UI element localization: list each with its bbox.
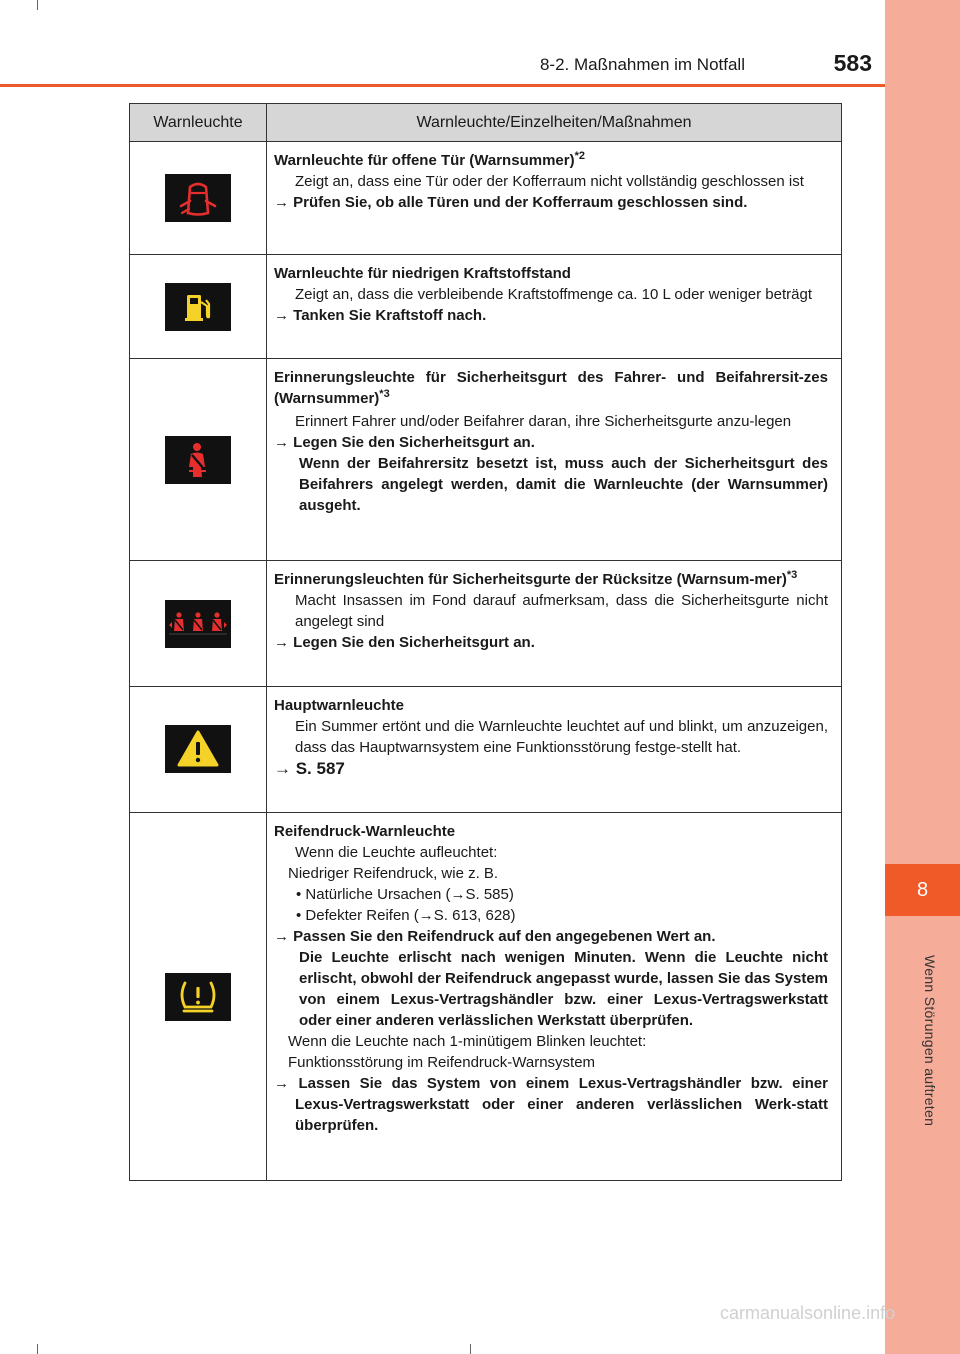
table-row: [130, 255, 842, 359]
table-header-row: [130, 104, 842, 142]
crop-mark: [470, 1344, 471, 1354]
watermark: carmanualsonline.info: [720, 1303, 896, 1323]
chapter-side-tab: [885, 0, 960, 1354]
row-title: Warnleuchte für offene Tür (Warnsummer)$^{*2}$: [274, 150, 585, 169]
column-header-details: Warnleuchte/Einzelheiten/Maßnahmen: [267, 104, 842, 142]
row-action-detail: Wenn der Beifahrersitz besetzt ist, muss auch der Sicherheitsgurt des Beifahrers angelegt werden, damit die Warnleuchte (der Warnsummer) ausgeht.: [299, 455, 828, 514]
row-action: → Passen Sie den Reifendruck auf den angegebenen Wert an.: [274, 928, 716, 945]
chapter-number: 8: [885, 864, 960, 916]
footnote-ref: *3: [379, 388, 390, 400]
row-description: Ein Summer ertönt und die Warnleuchte leuchtet auf und blinkt, um anzuzeigen, dass das Hauptwarnsystem eine Funktionsstörung festge-stellt hat.: [295, 718, 828, 756]
row-action: → Lassen Sie das System von einem Lexus-Vertragshändler bzw. einer Lexus-Vertragswerkstatt oder einer anderen verlässlichen Werk-statt überprüfen.: [274, 1075, 828, 1134]
row-title: Warnleuchte für niedrigen Kraftstoffstand: [274, 265, 571, 282]
row-description: Wenn die Leuchte aufleuchtet:: [295, 844, 498, 861]
crop-mark: [37, 1344, 38, 1354]
row-title: Erinnerungsleuchten für Sicherheitsgurte der Rücksitze (Warnsum-mer)$^{*3}$: [274, 569, 798, 588]
row-description: Erinnert Fahrer und/oder Beifahrer daran, ihre Sicherheitsgurte anzu-legen: [295, 413, 792, 430]
crop-mark: [37, 0, 38, 10]
table-row: [130, 561, 842, 687]
open-door-warning-icon: [165, 174, 231, 222]
row-description-line: Funktionsstörung im Reifendruck-Warnsystem: [288, 1054, 596, 1071]
page-number: 583: [833, 50, 872, 76]
chapter-title: Wenn Störungen auftreten: [922, 955, 938, 1127]
column-header-light: Warnleuchte: [130, 104, 267, 142]
row-action-detail: Die Leuchte erlischt nach wenigen Minuten. Wenn die Leuchte nicht erlischt, obwohl der Reifendruck angepasst wurde, lassen Sie das System von einem Lexus-Vertragshändler bzw. einer Lexus-Vertragswerkstatt oder einer anderen verlässlichen Werkstatt überprüfen.: [299, 949, 828, 1029]
section-title: 8-2. Maßnahmen im Notfall: [539, 55, 745, 74]
row-description-line: Niedriger Reifendruck, wie z. B.: [288, 865, 499, 882]
list-item: • Defekter Reifen (→S. 613, 628): [296, 907, 516, 924]
row-title: Erinnerungsleuchte für Sicherheitsgurt des Fahrer- und Beifahrersit-zes (Warnsummer)$^{*3}$: [274, 369, 828, 407]
table-row: [130, 813, 842, 1181]
master-warning-icon: [165, 725, 231, 773]
header-rule: [0, 84, 885, 87]
row-action: → Tanken Sie Kraftstoff nach.: [274, 307, 487, 324]
rear-seatbelt-reminder-icon: [165, 600, 231, 648]
row-description: Macht Insassen im Fond darauf aufmerksam, dass die Sicherheitsgurte nicht angelegt sind: [295, 592, 828, 630]
row-action: → S. 587: [274, 759, 345, 778]
row-title: Reifendruck-Warnleuchte: [274, 823, 456, 840]
row-action: → Legen Sie den Sicherheitsgurt an.: [274, 434, 535, 451]
row-action: → Prüfen Sie, ob alle Türen und der Kofferraum geschlossen sind.: [274, 194, 748, 211]
seatbelt-reminder-icon: [165, 436, 231, 484]
table-row: [130, 359, 842, 561]
low-fuel-icon: [165, 283, 231, 331]
footnote-ref: *2: [574, 150, 585, 162]
list-item: • Natürliche Ursachen (→S. 585): [296, 886, 514, 903]
row-description: Zeigt an, dass die verbleibende Kraftstoffmenge ca. 10 L oder weniger beträgt: [295, 286, 812, 303]
footnote-ref: *3: [786, 569, 798, 581]
table-row: [130, 687, 842, 813]
row-title: Hauptwarnleuchte: [274, 697, 405, 714]
row-action: → Legen Sie den Sicherheitsgurt an.: [274, 634, 535, 651]
warning-lights-table: [129, 103, 842, 1181]
tire-pressure-warning-icon: [165, 973, 231, 1021]
table-row: [130, 142, 842, 255]
row-description: Zeigt an, dass eine Tür oder der Kofferraum nicht vollständig geschlossen ist: [295, 173, 804, 190]
row-description: Wenn die Leuchte nach 1-minütigem Blinken leuchtet:: [288, 1033, 647, 1050]
